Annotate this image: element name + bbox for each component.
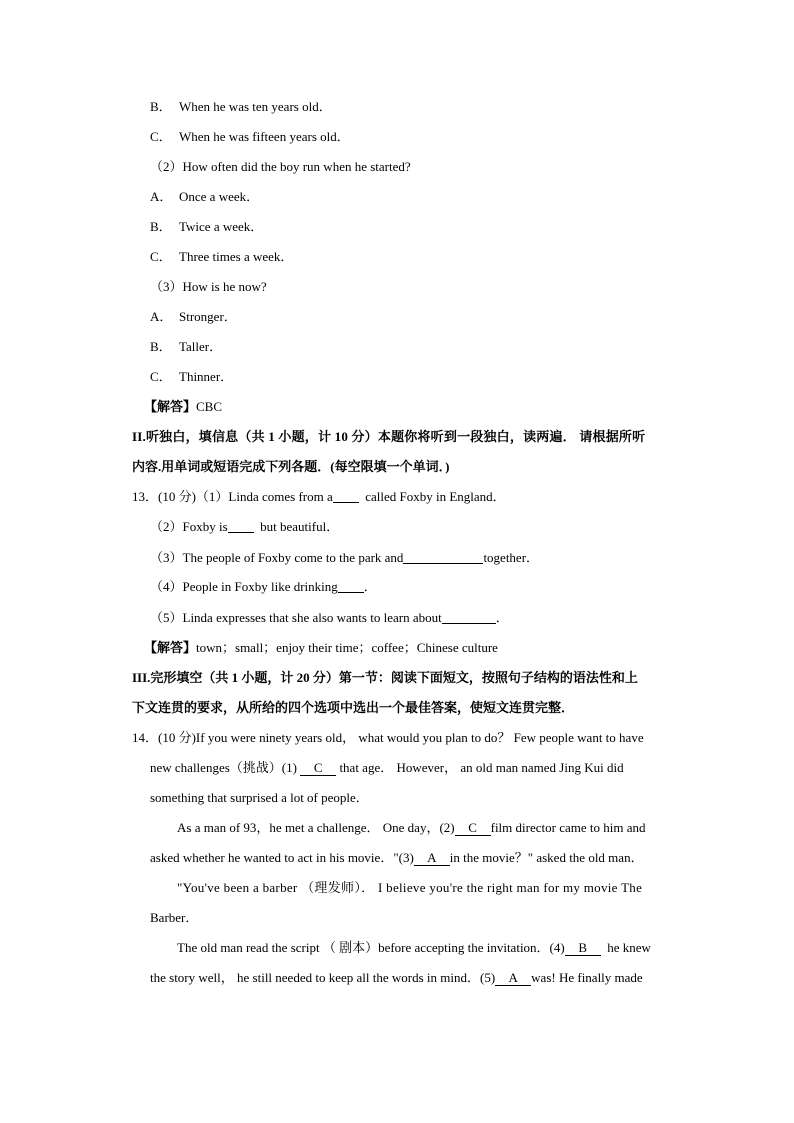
option-line [150,98,332,116]
passage-line: asked whether he wanted to act in his movie．"(3) A in the movie？" asked the old man． [150,850,644,865]
answer-line [144,398,222,416]
filled-answer: A [414,850,450,866]
answer-text: CBC [196,399,223,414]
question-13-line-1: 13．(10 分)（1）Linda comes from a called Foxby in England． [132,489,506,504]
answer-blank [333,489,359,503]
passage-line: Barber． [150,910,199,925]
filled-answer: A [495,970,531,986]
answer-blank [228,519,254,533]
option-letter: A． [150,309,173,324]
option-line [150,128,350,146]
answer-line [144,639,498,657]
section-heading: III.完形填空（共 1 小题，计 20 分）第一节：阅读下面短文，按照句子结构的语法性和上 [132,670,638,685]
option-text: Stronger． [179,309,237,324]
passage-line: something that surprised a lot of people． [150,790,369,805]
passage-line: new challenges（挑战）(1) C that age． However， an old man named Jing Kui did [150,760,624,775]
filled-answer: B [565,940,601,956]
question-13-line-2: （2）Foxby is but beautiful． [150,519,340,534]
section-heading: 下文连贯的要求，从所给的四个选项中选出一个最佳答案，使短文连贯完整． [132,700,575,715]
option-line [150,218,263,236]
option-line [150,338,222,356]
question-13-line-4: （4）People in Foxby like drinking ． [150,579,377,594]
option-text: Once a week． [179,189,260,204]
answer-text: town；small；enjoy their time；coffee；Chinese culture [196,640,498,655]
passage-line: the story well， he still needed to keep all the words in mind．(5) A was! He finally made [150,970,643,985]
passage-line: As a man of 93，he met a challenge． One day，(2) C film director came to him and [177,820,646,835]
option-text: Taller． [179,339,223,354]
answer-blank [338,579,364,593]
option-text: When he was fifteen years old． [179,129,350,144]
section-heading: 内容.用单词或短语完成下列各题．(每空限填一个单词．) [132,459,450,474]
option-line [150,308,237,326]
question-stem: （3）How is he now? [150,279,267,294]
answer-label: 【解答】 [144,399,197,414]
option-line [150,368,233,386]
passage-line: The old man read the script （ 剧本）before accepting the invitation．(4) B he knew [177,940,651,955]
option-letter: B． [150,339,172,354]
question-13-line-5: （5）Linda expresses that she also wants to learn about ． [150,610,509,625]
option-letter: B． [150,219,172,234]
answer-label: 【解答】 [144,640,197,655]
passage-line: 14．(10 分)If you were ninety years old， what would you plan to do？ Few people want to have [132,730,644,745]
option-letter: C． [150,249,172,264]
answer-blank [442,610,496,624]
option-letter: B． [150,99,172,114]
option-text: Thinner． [179,369,234,384]
option-text: Three times a week． [179,249,294,264]
question-stem: （2）How often did the boy run when he started? [150,159,411,174]
option-text: Twice a week． [179,219,264,234]
option-letter: A． [150,189,173,204]
option-text: When he was ten years old． [179,99,332,114]
answer-blank [403,550,483,564]
option-line [150,248,293,266]
filled-answer: C [300,760,336,776]
filled-answer: C [455,820,491,836]
option-line [150,188,259,206]
question-13-line-3: （3）The people of Foxby come to the park and together． [150,550,540,565]
section-heading: II.听独白，填信息（共 1 小题，计 10 分）本题你将听到一段独白，读两遍． 请根据所听 [132,429,646,444]
passage-line: "You've been a barber （理发师）． I believe you're the right man for my movie The [177,880,643,895]
option-letter: C． [150,129,172,144]
option-letter: C． [150,369,172,384]
